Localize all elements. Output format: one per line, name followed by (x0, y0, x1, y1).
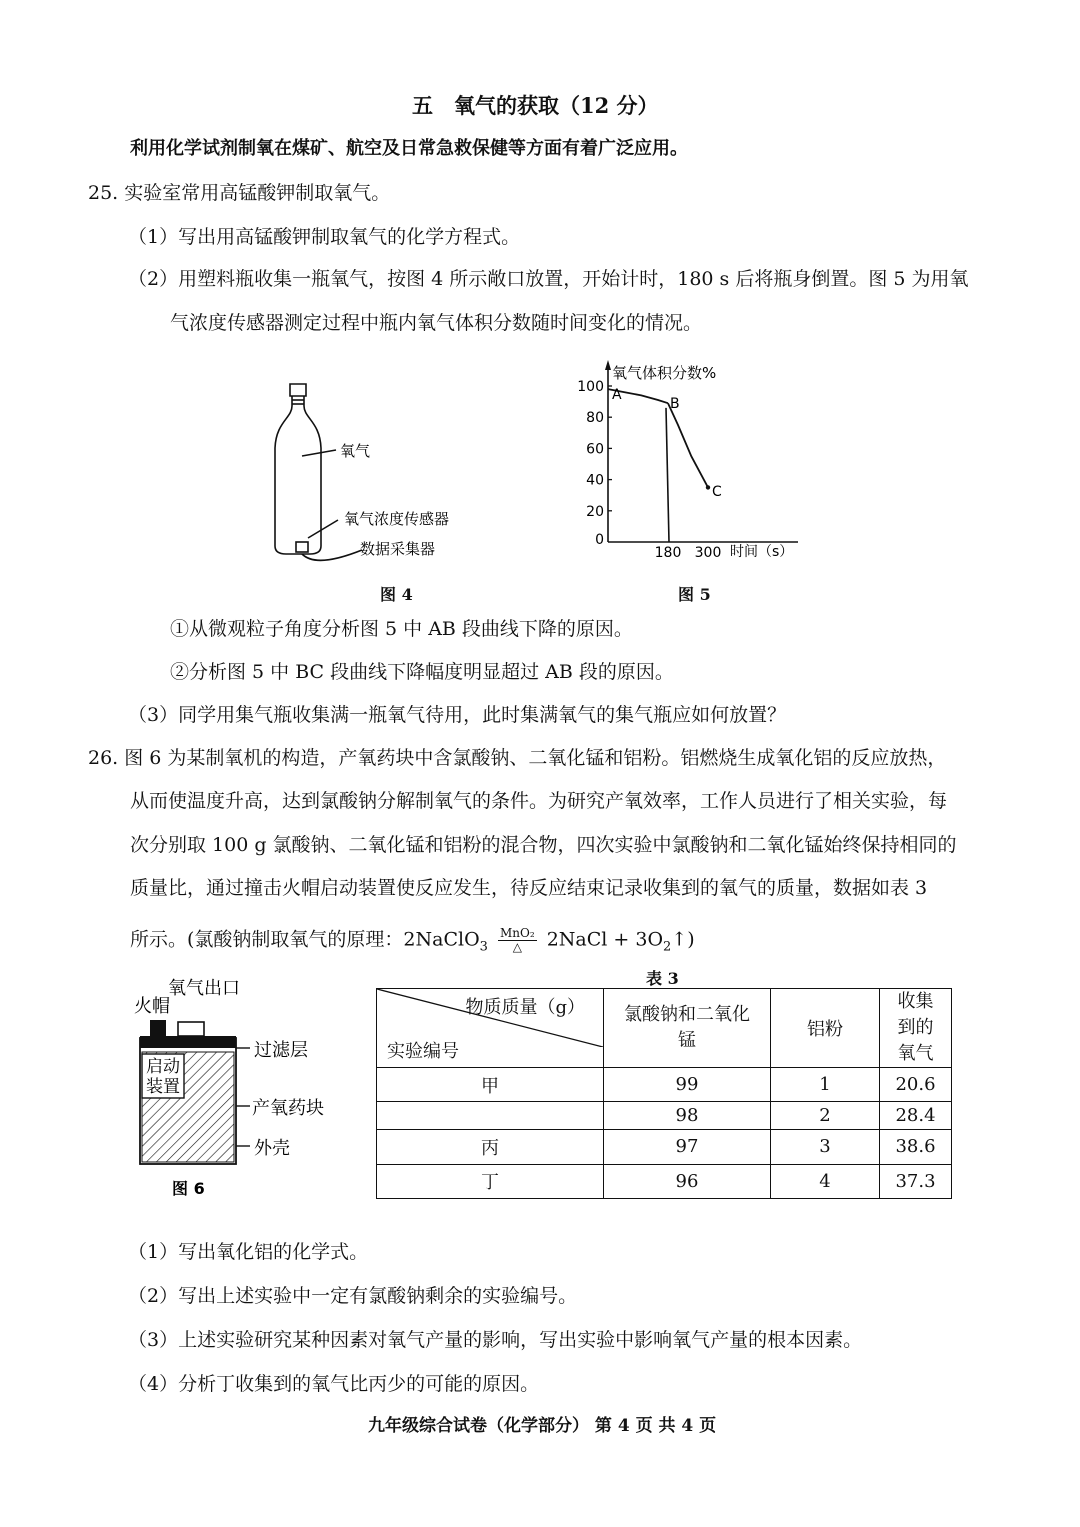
eq-end: ↑) (671, 928, 695, 951)
q26-line4: 质量比，通过撞击火帽启动装置使反应发生，待反应结束记录收集到的氧气的质量，数据如表 3 (130, 877, 928, 899)
q26-part2: （2）写出上述实验中一定有氯酸钠剩余的实验编号。 (128, 1285, 578, 1307)
point-b-label: B (670, 396, 680, 412)
eq-suffix: 2NaCl + 3O (546, 928, 664, 951)
label-shell: 外壳 (254, 1138, 290, 1159)
q25-sub1: ①从微观粒子角度分析图 5 中 AB 段曲线下降的原因。 (170, 618, 633, 640)
row-aluminum: 2 (771, 1102, 880, 1130)
label-filter: 过滤层 (254, 1040, 308, 1061)
label-start-2: 装置 (146, 1077, 180, 1097)
eq-arrow (498, 927, 537, 954)
table-row (377, 1068, 952, 1102)
q26-line3: 次分别取 100 g 氯酸钠、二氧化锰和铝粉的混合物，四次实验中氯酸钠和二氧化锰始终保持相同的 (130, 834, 957, 856)
figure-6-device (128, 972, 368, 1204)
q25-stem: 25. 实验室常用高锰酸钾制取氧气。 (88, 182, 391, 204)
eq-prefix: 所示。(氯酸钠制取氧气的原理：2NaClO (130, 928, 480, 951)
header-oxygen: 收集到的氧气 (880, 989, 952, 1068)
q26-line1: 26. 图 6 为某制氧机的构造，产氧药块中含氯酸钠、二氧化锰和铝粉。铝燃烧生成氧化铝的反应放热， (88, 747, 947, 769)
row-oxygen: 20.6 (880, 1068, 952, 1102)
q25-part3: （3）同学用集气瓶收集满一瓶氧气待用，此时集满氧气的集气瓶应如何放置？ (128, 704, 787, 726)
figure-4-caption: 图 4 (380, 585, 413, 604)
row-mix: 97 (604, 1130, 771, 1164)
bottle-body (275, 396, 321, 554)
row-aluminum: 3 (771, 1130, 880, 1164)
inversion-marker-line (666, 408, 669, 542)
table-row (377, 1164, 952, 1198)
y-tick-label: 60 (586, 441, 604, 458)
q26-part4: （4）分析丁收集到的氧气比丙少的可能的原因。 (128, 1373, 540, 1395)
row-mix: 98 (604, 1102, 771, 1130)
row-oxygen: 28.4 (880, 1102, 952, 1130)
y-tick-label: 20 (586, 503, 604, 520)
header-aluminum: 铝粉 (771, 989, 880, 1068)
q25-sub2: ②分析图 5 中 BC 段曲线下降幅度明显超过 AB 段的原因。 (170, 661, 674, 683)
sensor-box (296, 542, 308, 552)
row-id: 丁 (377, 1164, 604, 1198)
label-outlet: 氧气出口 (168, 978, 240, 999)
figure-6-caption: 图 6 (172, 1179, 205, 1198)
x-tick-label: 180 (654, 545, 682, 561)
q25-part1: （1）写出用高锰酸钾制取氧气的化学方程式。 (128, 226, 521, 248)
table-header-row (377, 989, 952, 1068)
row-id (377, 1102, 604, 1130)
row-mix: 99 (604, 1068, 771, 1102)
eq-catalyst: MnO₂ (499, 926, 535, 940)
figure-5-chart (572, 356, 812, 568)
table-3-caption: 表 3 (646, 969, 679, 988)
q26-part3: （3）上述实验研究某种因素对氧气产量的影响，写出实验中影响氧气产量的根本因素。 (128, 1329, 863, 1351)
section-title: 五 氧气的获取（12 分） (412, 93, 659, 118)
y-tick-label: 0 (595, 532, 604, 548)
point-c-dot (706, 485, 710, 489)
eq-sub3: 3 (479, 939, 488, 955)
row-mix: 96 (604, 1164, 771, 1198)
section-intro: 利用化学试剂制氧在煤矿、航空及日常急救保健等方面有着广泛应用。 (130, 138, 688, 159)
series-bc-line (668, 403, 708, 487)
row-aluminum: 1 (771, 1068, 880, 1102)
fire-cap (150, 1020, 166, 1038)
eq-condition: △ (512, 940, 522, 954)
header-mix: 氯酸钠和二氧化锰 (604, 989, 771, 1068)
label-block: 产氧药块 (252, 1098, 324, 1119)
row-aluminum: 4 (771, 1164, 880, 1198)
y-tick-label: 40 (586, 472, 604, 489)
label-cap: 火帽 (134, 996, 170, 1017)
q25-part2-line2: 气浓度传感器测定过程中瓶内氧气体积分数随时间变化的情况。 (170, 312, 703, 334)
point-a-label: A (612, 387, 622, 403)
table-3 (376, 988, 952, 1199)
label-collector: 数据采集器 (360, 540, 436, 558)
header-diag-top: 物质质量（g） (465, 997, 585, 1018)
figure-4-bottle (262, 378, 492, 568)
header-diag-bottom: 实验编号 (387, 1041, 459, 1062)
chart-xlabel: 时间（s） (730, 544, 794, 560)
label-sensor: 氧气浓度传感器 (344, 510, 450, 528)
q26-part1: （1）写出氧化铝的化学式。 (128, 1241, 369, 1263)
q25-part2-line1: （2）用塑料瓶收集一瓶氧气，按图 4 所示敞口放置，开始计时，180 s 后将瓶身倒置。图 5 为用氧 (128, 268, 969, 290)
row-oxygen: 38.6 (880, 1130, 952, 1164)
label-oxygen: 氧气 (340, 442, 371, 460)
q26-line2: 从而使温度升高，达到氯酸钠分解制氧气的条件。为研究产氧效率，工作人员进行了相关实验，每 (130, 790, 948, 812)
row-oxygen: 37.3 (880, 1164, 952, 1198)
header-diagonal-cell (377, 989, 604, 1068)
point-c-label: C (712, 484, 722, 500)
chart-ylabel: 氧气体积分数% (612, 364, 717, 382)
figure-5-caption: 图 5 (678, 585, 711, 604)
bottle-cap (290, 384, 306, 396)
oxygen-outlet (178, 1022, 204, 1036)
x-tick-label: 300 (694, 545, 722, 561)
row-id: 丙 (377, 1130, 604, 1164)
y-tick-label: 100 (577, 379, 604, 395)
q26-equation (130, 927, 695, 959)
label-start-1: 启动 (146, 1057, 180, 1077)
y-tick-label: 80 (586, 410, 604, 427)
eq-sub2: 2 (663, 939, 672, 955)
page-footer: 九年级综合试卷（化学部分） 第 4 页 共 4 页 (368, 1416, 717, 1436)
table-row (377, 1102, 952, 1130)
row-id: 甲 (377, 1068, 604, 1102)
table-row (377, 1130, 952, 1164)
